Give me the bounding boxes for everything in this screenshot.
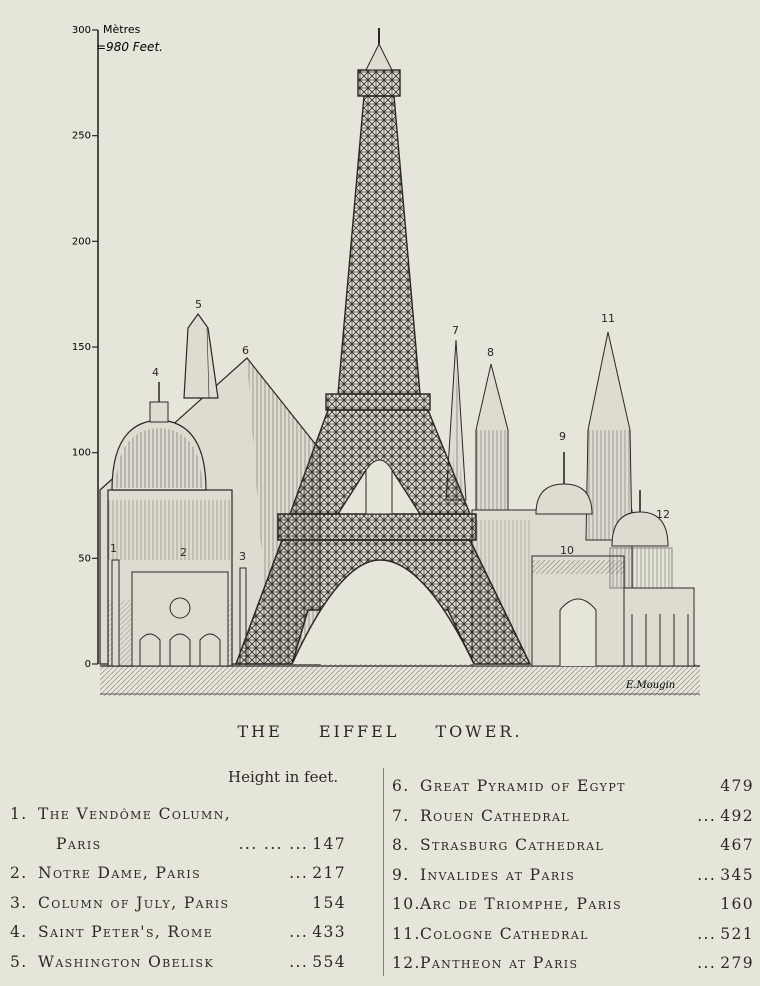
item-name: Notre Dame, Paris xyxy=(38,864,202,882)
item-name: Saint Peter's, Rome xyxy=(38,923,214,941)
leader-dots xyxy=(229,889,312,919)
figure-number: 11 xyxy=(601,312,615,325)
item-height: 147 xyxy=(312,834,346,853)
figure-caption xyxy=(0,722,760,741)
figure-number: 7 xyxy=(452,324,459,337)
caption-word: TOWER. xyxy=(435,722,523,741)
list-item xyxy=(10,918,346,948)
item-name: The Vendôme Column, xyxy=(38,805,232,823)
artist-signature: E.Mougin xyxy=(626,680,676,691)
item-height: 154 xyxy=(312,893,346,912)
list-item xyxy=(392,920,754,950)
item-height: 160 xyxy=(720,895,754,913)
item-number: 7. xyxy=(392,806,410,825)
item-number: 9. xyxy=(392,865,410,884)
figure-number: 9 xyxy=(559,430,566,443)
list-item xyxy=(10,830,346,860)
structure-list-right xyxy=(392,772,754,979)
list-item xyxy=(392,861,754,891)
item-height: 279 xyxy=(720,954,754,972)
invalides-paris xyxy=(536,452,592,514)
item-name: Arc de Triomphe, Paris xyxy=(420,895,623,913)
item-height: 554 xyxy=(312,952,346,971)
list-item xyxy=(392,802,754,832)
item-name: Invalides at Paris xyxy=(420,865,576,884)
item-number: 4. xyxy=(10,923,28,941)
item-number: 6. xyxy=(392,777,410,795)
item-number: 5. xyxy=(10,952,28,971)
list-item xyxy=(392,890,754,920)
item-name: Rouen Cathedral xyxy=(420,806,571,825)
leader-dots xyxy=(626,772,720,802)
ground xyxy=(100,664,700,696)
item-height: 467 xyxy=(720,836,754,854)
list-item xyxy=(10,889,346,919)
item-name: Great Pyramid of Egypt xyxy=(420,777,626,795)
leader-dots: ... xyxy=(697,865,717,884)
notre-dame-paris xyxy=(132,572,228,666)
item-number: 11. xyxy=(392,924,421,943)
scale-tick-label: 50 xyxy=(78,553,91,565)
scale-tick-label: 150 xyxy=(71,342,91,353)
item-height: 433 xyxy=(312,923,346,941)
figure-number: 1 xyxy=(110,542,117,555)
item-height: 521 xyxy=(720,924,754,943)
figure-number: 10 xyxy=(560,544,574,557)
list-item xyxy=(10,859,346,889)
item-number: 3. xyxy=(10,893,28,912)
item-name: Column of July, Paris xyxy=(38,893,230,912)
figure-number: 12 xyxy=(656,508,670,521)
leader-dots xyxy=(622,890,720,920)
scale-tick-label: 250 xyxy=(71,130,91,142)
strasburg-cathedral xyxy=(476,364,508,510)
list-item xyxy=(10,800,346,830)
figure-number: 8 xyxy=(487,346,494,359)
caption-word: EIFFEL xyxy=(318,722,400,741)
item-name: Cologne Cathedral xyxy=(420,924,589,943)
leader-dots: ... xyxy=(697,806,717,825)
item-number: 1. xyxy=(10,805,28,823)
washington-obelisk xyxy=(184,314,218,398)
structure-list-left xyxy=(10,800,346,977)
list-item xyxy=(392,831,754,861)
item-name: Pantheon at Paris xyxy=(420,954,579,972)
leader-dots: ... ... ... xyxy=(238,834,309,853)
scale-tick-label: 100 xyxy=(71,447,91,459)
scale-tick-label: 300 xyxy=(71,25,91,36)
item-name: Paris xyxy=(56,834,102,853)
column-header: Height in feet. xyxy=(228,768,339,786)
scale-ticks xyxy=(72,25,98,670)
item-name: Strasburg Cathedral xyxy=(420,836,605,854)
scale-unit-label: Mètres xyxy=(103,23,141,36)
figure-number: 2 xyxy=(180,546,187,559)
leader-dots: ... xyxy=(697,954,717,972)
item-number: 12. xyxy=(392,954,421,972)
leader-dots: ... xyxy=(289,952,309,971)
scale-conversion: =980 Feet. xyxy=(96,40,163,54)
leader-dots xyxy=(604,831,720,861)
figure-number: 6 xyxy=(242,344,249,357)
item-number: 8. xyxy=(392,836,410,854)
item-number: 2. xyxy=(10,864,28,882)
item-name: Washington Obelisk xyxy=(38,952,215,971)
item-height: 345 xyxy=(720,865,754,884)
list-item xyxy=(10,948,346,978)
vendome-column xyxy=(112,560,119,666)
item-height: 492 xyxy=(720,806,754,825)
scale-tick-label: 0 xyxy=(84,659,91,670)
leader-dots: ... xyxy=(697,924,717,943)
caption-word: THE xyxy=(237,722,283,741)
item-number: 10. xyxy=(392,895,421,913)
item-height: 479 xyxy=(720,777,754,795)
figure-number: 3 xyxy=(239,550,246,563)
list-item xyxy=(392,772,754,802)
figure-number: 5 xyxy=(195,298,202,311)
item-height: 217 xyxy=(312,864,346,882)
column-divider xyxy=(383,768,384,976)
leader-dots: ... xyxy=(289,923,309,941)
leader-dots: ... xyxy=(289,864,309,882)
list-item xyxy=(392,949,754,979)
figure-number: 4 xyxy=(152,366,159,379)
scale-tick-label: 200 xyxy=(71,236,91,248)
